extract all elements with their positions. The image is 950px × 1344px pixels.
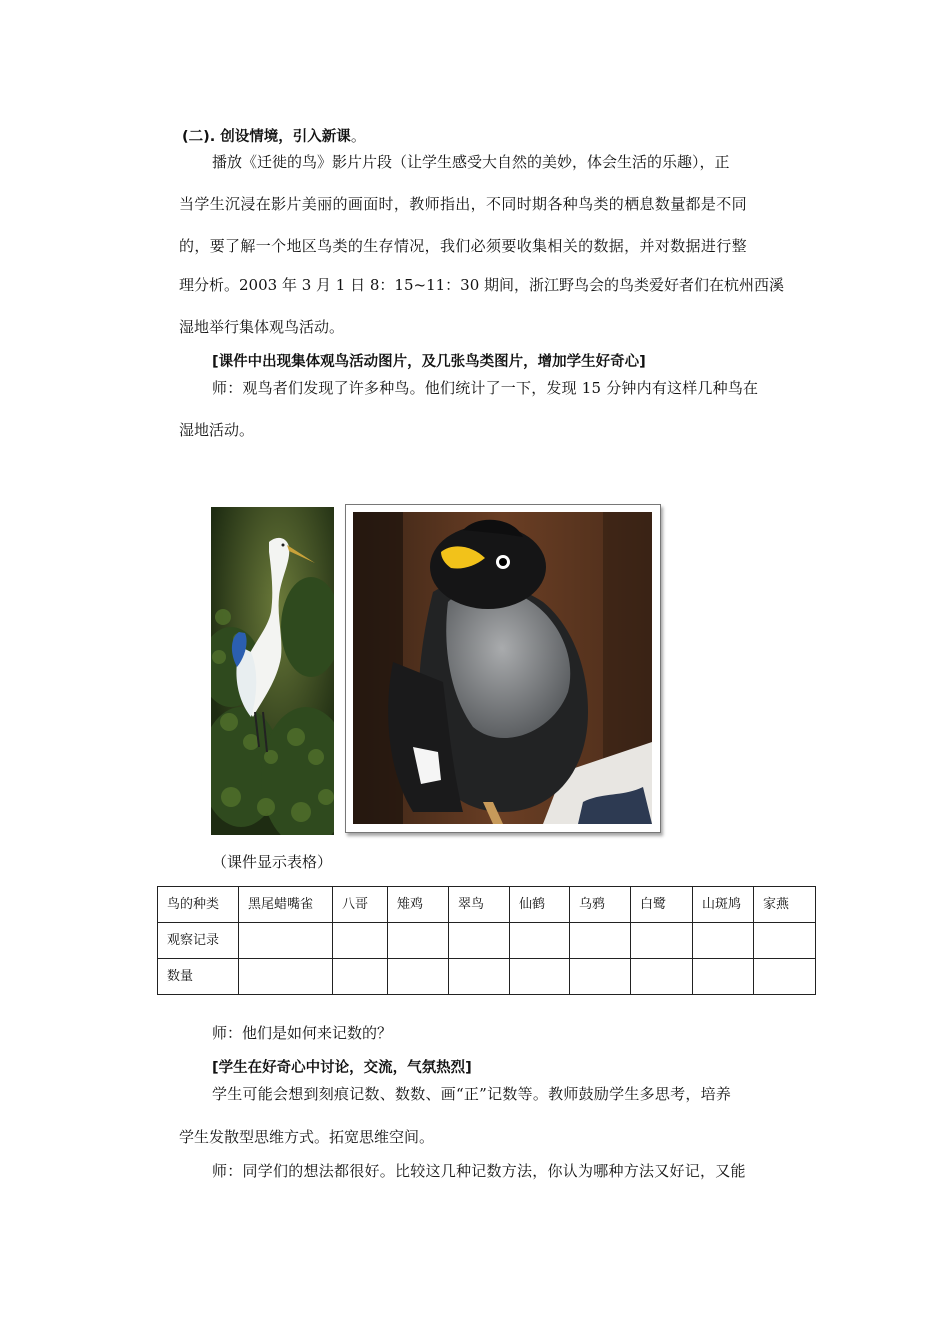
table-caption: （课件显示表格） [212,853,333,871]
paragraph-1-line-4-text: 理分析。2003 年 3 月 1 日 8：15~11：30 期间，浙江野鸟会的鸟类爱好者们在杭州西溪 [179,276,785,294]
table-cell: 山斑鸠 [693,887,754,923]
section-heading-period: 。 [350,127,366,145]
table-cell: 乌鸦 [570,887,631,923]
paragraph-1-line-1 [212,152,805,172]
myna-photo [353,512,652,824]
table-cell: 黑尾蜡嘴雀 [239,887,333,923]
table-cell [693,923,754,959]
table-cell: 数量 [158,959,239,995]
table-cell: 八哥 [333,887,388,923]
table-cell [693,959,754,995]
paragraph-1-line-4 [179,275,784,295]
table-row-observation [158,923,816,959]
table-cell [449,959,510,995]
table-cell: 仙鹤 [510,887,570,923]
table-cell [333,923,388,959]
courseware-note-1: [课件中出现集体观鸟活动图片，及几张鸟类图片，增加学生好奇心] [212,354,646,370]
paragraph-1-line-3-text: 的，要了解一个地区鸟类的生存情况，我们必须要收集相关的数据，并对数据进行整 [179,237,747,255]
table-cell [388,923,449,959]
table-row-count [158,959,816,995]
table-cell: 翠鸟 [449,887,510,923]
table-cell [239,959,333,995]
paragraph-4-line-1: 师：同学们的想法都很好。比较这几种记数方法，你认为哪种方法又好记，又能 [212,1162,746,1180]
table-cell [570,959,631,995]
table-cell: 白鹭 [631,887,693,923]
table-cell: 鸟的种类 [158,887,239,923]
table-cell [333,959,388,995]
paragraph-2-line-2: 湿地活动。 [179,421,255,439]
table-cell [239,923,333,959]
section-heading-text: (二). 创设情境，引入新课 [182,129,351,145]
egret-icon [211,507,334,835]
teacher-question: 师：他们是如何来记数的？ [212,1024,393,1042]
paragraph-1-line-3 [179,236,747,256]
egret-photo [211,507,334,835]
table-cell: 观察记录 [158,923,239,959]
table-cell [631,959,693,995]
table-cell [510,923,570,959]
table-cell [449,923,510,959]
courseware-note-2: [学生在好奇心中讨论，交流，气氛热烈] [212,1060,472,1076]
myna-photo-frame [345,504,661,833]
table-cell [510,959,570,995]
myna-icon [353,512,652,824]
paragraph-1-line-2 [179,194,747,214]
paragraph-1-line-5 [179,317,344,337]
paragraph-2-line-1: 师：观鸟者们发现了许多种鸟。他们统计了一下，发现 15 分钟内有这样几种鸟在 [212,379,759,397]
bird-observation-table [157,886,816,995]
paragraph-1-line-5-text: 湿地举行集体观鸟活动。 [179,318,345,336]
table-cell [754,923,816,959]
table-cell [631,923,693,959]
paragraph-1-line-1-text: 播放《迁徙的鸟》影片片段（让学生感受大自然的美妙，体会生活的乐趣），正 [212,153,730,171]
table-cell [754,959,816,995]
table-header-row [158,887,816,923]
paragraph-1-line-2-text: 当学生沉浸在影片美丽的画面时，教师指出，不同时期各种鸟类的栖息数量都是不同 [179,195,747,213]
table-cell: 家燕 [754,887,816,923]
table-cell: 雉鸡 [388,887,449,923]
table-cell [570,923,631,959]
table-cell [388,959,449,995]
paragraph-3-line-1: 学生可能会想到刻痕记数、数数、画“正”记数等。教师鼓励学生多思考，培养 [212,1085,732,1103]
section-heading [182,126,366,147]
paragraph-3-line-2: 学生发散型思维方式。拓宽思维空间。 [179,1128,435,1146]
